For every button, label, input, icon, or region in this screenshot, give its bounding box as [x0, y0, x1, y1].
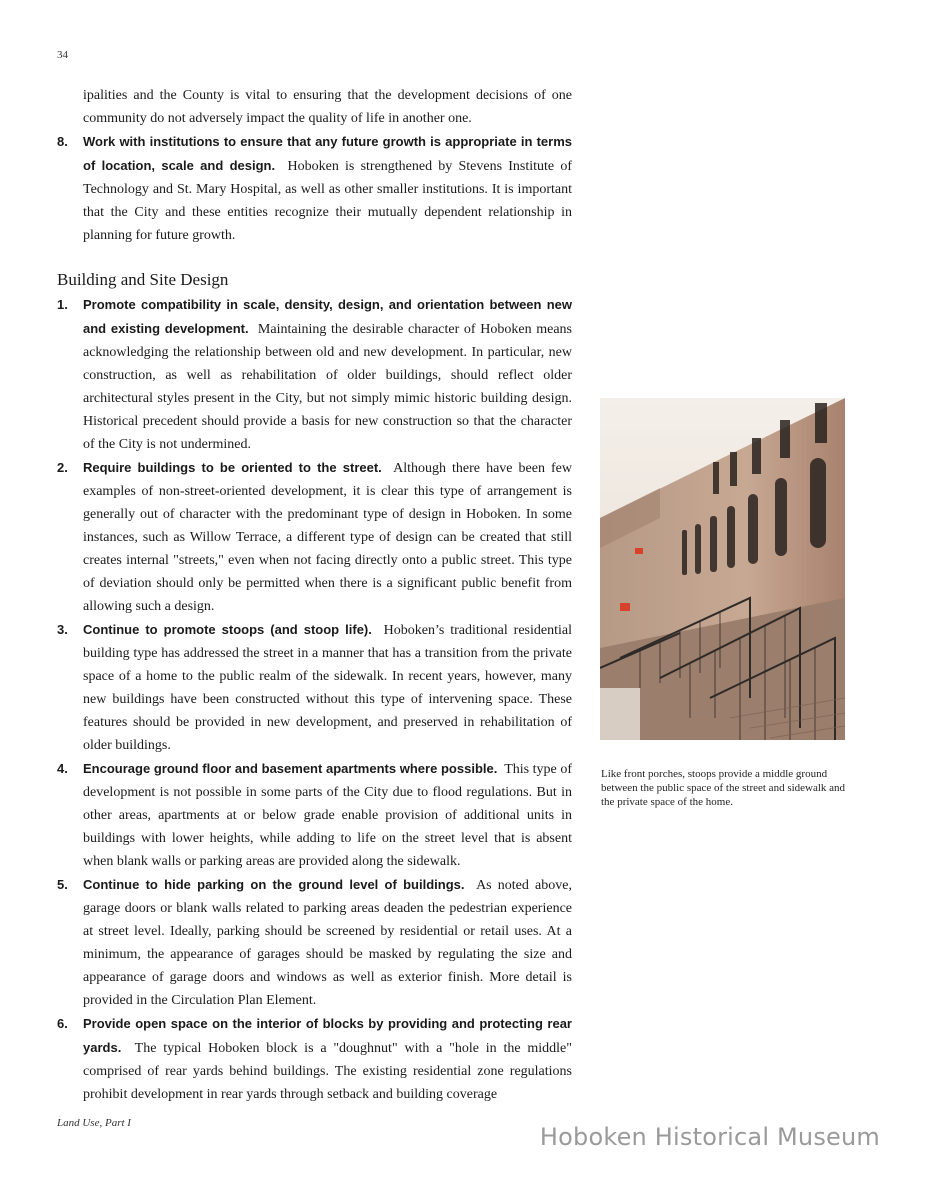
- stoops-photo: [600, 398, 845, 740]
- item-lead: Continue to hide parking on the ground level of buildings.: [83, 877, 465, 892]
- list-item-4: [57, 757, 572, 873]
- item-body: This type of development is not possible in some parts of the City due to flood regulations. But in other areas, apartments at or below grade enable provision of additional units in buildings with lower heights, while adding to life on the street level that is absent when blank walls or parking areas are provided along the sidewalk.: [83, 762, 572, 869]
- list-item-1: [57, 293, 572, 456]
- list-item-3: [57, 618, 572, 757]
- item-lead: Work with institutions to ensure that any future growth is appropriate in terms of location, scale and design.: [83, 134, 572, 173]
- list-item-2: [57, 456, 572, 618]
- footer-section-title: Land Use, Part I: [57, 1117, 131, 1129]
- item-body: Hoboken is strengthened by Stevens Institute of Technology and St. Mary Hospital, as well as other smaller institutions. It is important that the City and these entities recognize their mutually dependent relationship in planning for future growth.: [83, 159, 572, 243]
- item-number: 2.: [57, 460, 68, 475]
- watermark: Hoboken Historical Museum: [539, 1123, 880, 1151]
- list-item-6: [57, 1012, 572, 1106]
- brownstone-stoops-illustration: [600, 398, 845, 740]
- section-heading: Building and Site Design: [57, 270, 229, 289]
- item-number: 5.: [57, 877, 68, 892]
- item-body: The typical Hoboken block is a "doughnut" with a "hole in the middle" comprised of rear yards behind buildings. The existing residential zone regulations prohibit development in rear yards through setback and building coverage: [83, 1041, 572, 1102]
- item-lead: Encourage ground floor and basement apartments where possible.: [83, 761, 498, 776]
- page-number: 34: [57, 49, 68, 61]
- item-body: Although there have been few examples of non-street-oriented development, it is clear this type of arrangement is generally out of character with the predominant type of design in Hoboken. In some instances, such as Willow Terrace, a different type of design can be created that still creates internal "streets," even when not facing directly onto a public street. This type of deviation should only be permitted when there is a significant public benefit from allowing such a design.: [83, 461, 572, 614]
- item-body: As noted above, garage doors or blank walls related to parking areas deaden the pedestrian experience at street level. Ideally, parking should be screened by residential or retail uses. At a minimum, the appearance of garages should be masked by regulating the size and appearance of garage doors and windows as well as exterior finish. More detail is provided in the Circulation Plan Element.: [83, 878, 572, 1008]
- item-number: 4.: [57, 761, 68, 776]
- item-number: 1.: [57, 297, 68, 312]
- item-lead: Provide open space on the interior of blocks by providing and protecting rear yards.: [83, 1016, 572, 1055]
- item-lead: Continue to promote stoops (and stoop life).: [83, 622, 372, 637]
- item-body: Maintaining the desirable character of Hoboken means acknowledging the relationship between old and new development. In particular, new construction, as well as rehabilitation of older buildings, should reflect older architectural styles present in the City, but not simply mimic historic building design. Historical precedent should provide a basis for new construction so that the character of the City is not undermined.: [83, 322, 573, 452]
- item-body: Hoboken’s traditional residential building type has addressed the street in a manner that has a transition from the private space of a home to the public realm of the sidewalk. In recent years, however, many new buildings have been constructed without this type of intervening space. These features should be provided in new development, and preserved in rehabilitation of older buildings.: [83, 623, 572, 753]
- item-number: 3.: [57, 622, 68, 637]
- continued-paragraph: ipalities and the County is vital to ensuring that the development decisions of one community do not adversely impact the quality of life in another one.: [83, 88, 572, 126]
- list-item-5: [57, 873, 572, 1012]
- main-column: [57, 84, 572, 1106]
- item-number: 8.: [57, 134, 68, 149]
- photo-caption: Like front porches, stoops provide a middle ground between the public space of the street and sidewalk and the private space of the home.: [601, 768, 846, 808]
- item-lead: Promote compatibility in scale, density, design, and orientation between new and existing development.: [83, 297, 572, 336]
- list-item-8: [57, 130, 572, 247]
- item-number: 6.: [57, 1016, 68, 1031]
- item-lead: Require buildings to be oriented to the street.: [83, 460, 382, 475]
